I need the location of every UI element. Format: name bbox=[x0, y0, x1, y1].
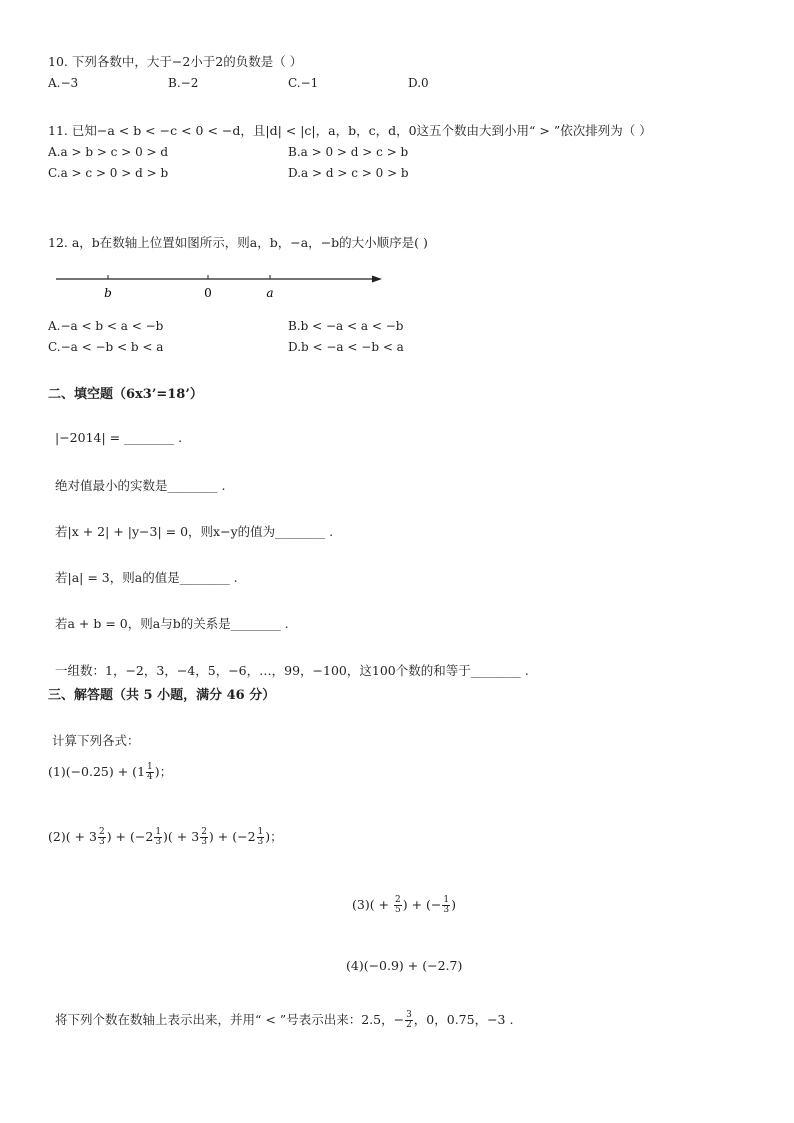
q11-stem: 11. 已知−a < b < −c < 0 < −d，且|d| < |c|，a，b，c，d，0这五个数由大到小用“ > ”依次排列为（ ） bbox=[48, 123, 652, 138]
q10-stem: 10. 下列各数中，大于−2小于2的负数是（ ） bbox=[48, 54, 303, 69]
calc1-prefix: (1)(−0.25) + (1 bbox=[48, 764, 146, 779]
calc2-part: ) + (−2 bbox=[208, 829, 256, 844]
fill-item-5: 若a + b = 0，则a与b的关系是________ . bbox=[55, 616, 289, 631]
calc-item-3 bbox=[352, 896, 456, 915]
section2-title: 二、填空题（6x3’=18’） bbox=[48, 387, 203, 402]
calc3-part: (3)( + bbox=[352, 897, 394, 912]
fill-item-4: 若|a| = 3，则a的值是________ . bbox=[55, 570, 238, 585]
fraction: $\frac{1}{4}$ bbox=[147, 762, 153, 782]
q12-stem: 12. a，b在数轴上位置如图所示，则a，b，−a，−b的大小顺序是( ) bbox=[48, 235, 428, 250]
q10-option-c: C.−1 bbox=[288, 76, 319, 90]
fill-item-3: 若|x + 2| + |y−3| = 0，则x−y的值为________ . bbox=[55, 524, 334, 539]
fraction: $\frac{1}{3}$ bbox=[155, 827, 162, 847]
calc-item-1 bbox=[48, 762, 172, 782]
fraction: $\frac{2}{3}$ bbox=[98, 827, 105, 847]
fill-item-2: 绝对值最小的实数是________ . bbox=[55, 478, 226, 493]
calc-item-4: (4)(−0.9) + (−2.7) bbox=[346, 958, 463, 973]
fill-item-1: |−2014| = ________ . bbox=[55, 430, 183, 445]
calc2-part: ) + (−2 bbox=[106, 829, 154, 844]
last-part: 将下列个数在数轴上表示出来，并用“ < ”号表示出来：2.5，− bbox=[55, 1012, 405, 1027]
q11-option-d: D.a > d > c > 0 > b bbox=[288, 166, 409, 180]
q10-option-d: D.0 bbox=[408, 76, 429, 90]
fill-item-6: 一组数：1，−2，3，−4，5，−6，…，99，−100，这100个数的和等于________ . bbox=[55, 663, 529, 678]
last-part: ，0，0.75，−3 . bbox=[413, 1012, 514, 1027]
q10-option-a: A.−3 bbox=[48, 76, 79, 90]
calc2-part: )； bbox=[265, 829, 283, 844]
label-a: a bbox=[266, 286, 274, 300]
q11-option-b: B.a > 0 > d > c > b bbox=[288, 145, 409, 159]
calc2-part: (2)( + 3 bbox=[48, 829, 97, 844]
q12-number-line bbox=[48, 266, 388, 302]
fraction: $\frac{1}{3}$ bbox=[443, 895, 450, 915]
fraction: $\frac{2}{5}$ bbox=[395, 895, 401, 915]
section3-title: 三、解答题（共 5 小题，满分 46 分） bbox=[48, 688, 276, 703]
fraction: $\frac{1}{3}$ bbox=[257, 827, 264, 847]
q12-option-a: A.−a < b < a < −b bbox=[48, 319, 164, 333]
fraction: $\frac{3}{2}$ bbox=[406, 1010, 412, 1030]
calc3-part: ) + (− bbox=[402, 897, 442, 912]
q12-option-d: D.b < −a < −b < a bbox=[288, 340, 404, 354]
calc1-suffix: )； bbox=[154, 764, 173, 779]
label-b: b bbox=[104, 286, 112, 300]
number-line-arrow-icon bbox=[372, 276, 382, 283]
q11-option-a: A.a > b > c > 0 > d bbox=[48, 145, 169, 159]
q12-option-b: B.b < −a < a < −b bbox=[288, 319, 404, 333]
section3-intro: 计算下列各式： bbox=[52, 733, 140, 748]
q10-option-b: B.−2 bbox=[168, 76, 199, 90]
calc-item-2 bbox=[48, 827, 283, 847]
calc2-part: )( + 3 bbox=[163, 829, 200, 844]
label-zero: 0 bbox=[204, 286, 212, 300]
fraction: $\frac{2}{3}$ bbox=[201, 827, 207, 847]
q11-option-c: C.a > c > 0 > d > b bbox=[48, 166, 169, 180]
calc3-part: ) bbox=[451, 897, 457, 912]
number-line-question bbox=[55, 1010, 513, 1030]
q12-option-c: C.−a < −b < b < a bbox=[48, 340, 164, 354]
